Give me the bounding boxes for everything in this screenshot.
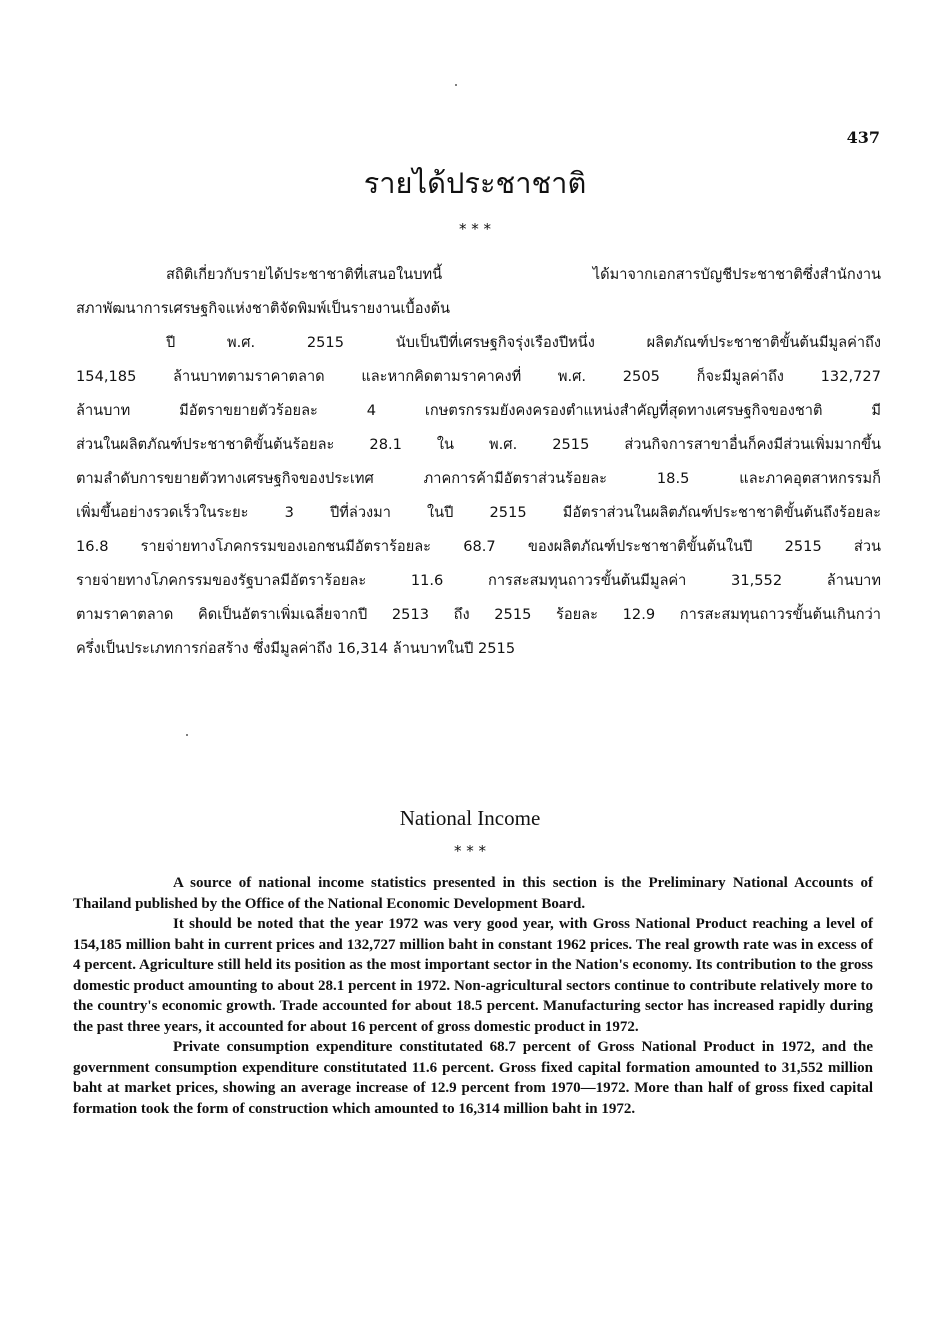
thai-line: สถิติเกี่ยวกับรายได้ประชาชาติที่เสนอในบทนี้ ได้มาจากเอกสารบัญชีประชาชาติซึ่งสำนักงาน [166,266,881,283]
thai-line: ปี พ.ศ. 2515 นับเป็นปีที่เศรษฐกิจรุ่งเรืองปีหนึ่ง ผลิตภัณฑ์ประชาชาติขั้นต้นมีมูลค่าถึง [166,334,881,351]
thai-line: ส่วนในผลิตภัณฑ์ประชาชาติขั้นต้นร้อยละ 28.1 ใน พ.ศ. 2515 ส่วนกิจการสาขาอื่นก็คงมีส่วนเพิ่มมากขึ้น [76,436,881,453]
english-body-text [73,873,873,1119]
thai-line: 16.8 รายจ่ายทางโภคกรรมของเอกชนมีอัตราร้อยละ 68.7 ของผลิตภัณฑ์ประชาชาติขั้นต้นในปี 2515 ส่วน [76,538,881,555]
english-section-title: National Income [399,806,541,830]
english-paragraph: Private consumption expenditure constitutated 68.7 percent of Gross National Product in 1972, and the government consumption expenditure constitutated 11.6 percent. Gross fixed capital formation amounted to 31,552 million baht at market prices, showing an average increase of 12.9 percent from 1970—1972. More than half of gross fixed capital formation took the form of construction which amounted to 16,314 million baht in 1972. [73,1039,873,1117]
thai-separator: * * * [458,220,492,238]
thai-line: 154,185 ล้านบาทตามราคาตลาด และหากคิดตามราคาคงที่ พ.ศ. 2505 ก็จะมีมูลค่าถึง 132,727 [76,368,881,385]
english-paragraph: A source of national income statistics presented in this section is the Preliminary National Accounts of Thailand published by the Office of the National Economic Development Board. [73,875,873,912]
thai-line: รายจ่ายทางโภคกรรมของรัฐบาลมีอัตราร้อยละ 11.6 การสะสมทุนถาวรขั้นต้นมีมูลค่า 31,552 ล้านบาท [76,572,881,589]
scan-speck [186,734,188,736]
thai-line: เพิ่มขึ้นอย่างรวดเร็วในระยะ 3 ปีที่ล่วงมา ในปี 2515 มีอัตราส่วนในผลิตภัณฑ์ประชาชาติขั้นต้นถึงร้อยละ [76,504,881,521]
thai-line: ครึ่งเป็นประเภทการก่อสร้าง ซึ่งมีมูลค่าถึง 16,314 ล้านบาทในปี 2515 [76,640,516,657]
thai-body-text [76,258,881,666]
thai-section-title: รายได้ประชาชาติ [363,166,587,200]
page-number: 437 [846,128,880,147]
thai-line: ตามราคาตลาด คิดเป็นอัตราเพิ่มเฉลี่ยจากปี 2513 ถึง 2515 ร้อยละ 12.9 การสะสมทุนถาวรขั้นต้นเกินกว่า [76,606,881,623]
english-separator: * * * [453,842,487,860]
english-paragraph: It should be noted that the year 1972 was very good year, with Gross National Product reaching a level of 154,185 million baht in current prices and 132,727 million baht in constant 1962 prices. The real growth rate was in excess of 4 percent. Agriculture still held its position as the most important sector in the Nation's economy. Its contribution to the gross domestic product amounting to about 28.1 percent in 1972. Non-agricultural sectors continue to contribute relatively more to the country's economic growth. Trade accounted for about 18.5 percent. Manufacturing sector has increased rapidly during the past three years, it accounted for about 16 percent of gross domestic product in 1972. [73,916,873,1035]
scan-speck [455,84,457,86]
thai-line: สภาพัฒนาการเศรษฐกิจแห่งชาติจัดพิมพ์เป็นรายงานเบื้องต้น [76,300,451,317]
thai-line: ตามลำดับการขยายตัวทางเศรษฐกิจของประเทศ ภาคการค้ามีอัตราส่วนร้อยละ 18.5 และภาคอุตสาหกรรมก็ [76,470,881,487]
thai-line: ล้านบาท มีอัตราขยายตัวร้อยละ 4 เกษตรกรรมยังคงครองตำแหน่งสำคัญที่สุดทางเศรษฐกิจของชาติ มี [76,402,881,419]
